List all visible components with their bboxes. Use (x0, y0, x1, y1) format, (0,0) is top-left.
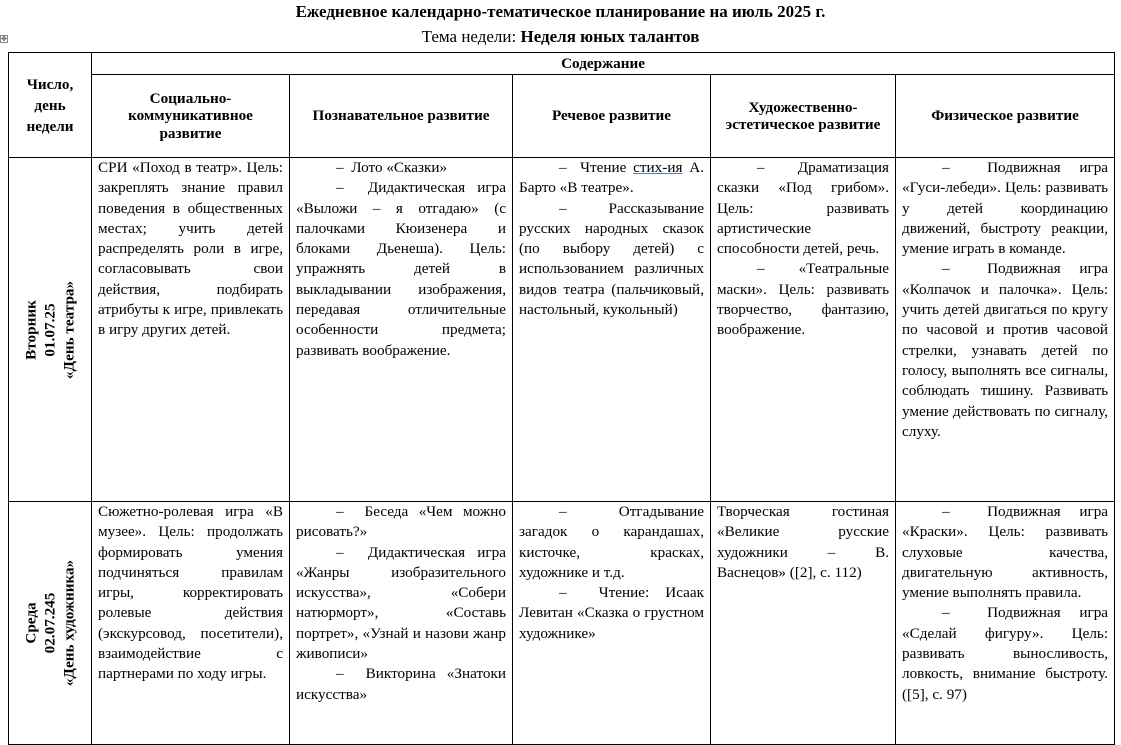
physical-cell (896, 158, 1115, 502)
week-theme-label: Тема недели: (421, 27, 517, 46)
cognitive-cell (290, 158, 513, 502)
speech-item (519, 158, 704, 199)
social-cell (92, 502, 290, 745)
week-theme-line (0, 27, 1121, 47)
art-item: – Драматизация сказки «Под грибом». Цель: развивать артистические способности детей, речь. (717, 159, 889, 258)
speech-item: – Рассказывание русских народных сказок (по выбору детей) с использованием различных видов театра (пальчиковый, настольный, кукольный) (519, 199, 704, 319)
content-header: Содержание (92, 53, 1115, 75)
speech-item: – Отгадывание загадок о карандашах, кисточке, красках, художнике и т.д. (519, 503, 704, 581)
speech-cell (513, 502, 711, 745)
cognitive-cell (290, 502, 513, 745)
cognitive-item: – Беседа «Чем можно рисовать?» (296, 503, 506, 541)
speech-cell (513, 158, 711, 502)
column-header-physical: Физическое развитие (896, 75, 1115, 158)
physical-item: – Подвижная игра «Колпачок и палочка». Цель: учить детей двигаться по кругу по часовой и против часовой стрелки, узнавать детей по голосу, выполнять все сигналы, соблюдать тишину. Развивать умение действовать по сигналу, слуху. (902, 260, 1109, 440)
table-row (9, 502, 1115, 745)
art-item: – «Театральные маски». Цель: развивать творчество, фантазию, воображение. (717, 260, 889, 339)
day-label (22, 280, 79, 378)
art-item: Творческая гостиная «Великие русские художники – В. Васнецов» ([2], с. 112) (717, 503, 889, 581)
column-header-cognitive: Познавательное развитие (290, 75, 513, 158)
column-header-social: Социально-коммуникативное развитие (92, 75, 290, 158)
column-header-speech: Речевое развитие (513, 75, 711, 158)
day-label (22, 560, 79, 686)
speech-underlined-word: стих-ия (633, 159, 683, 176)
day-date: 02.07.245 (41, 592, 59, 654)
cognitive-item: – Дидактическая игра «Выложи – я отгадаю» (с палочками Кюизенера и блоками Дьенеша). Цель: упражнять детей в выкладывании изображения, передавая отличительные особенности предмета; развивать воображение. (296, 179, 506, 359)
week-theme: Неделя юных талантов (520, 27, 700, 46)
social-cell (92, 158, 290, 502)
day-name: Среда (22, 602, 40, 644)
social-text: СРИ «Поход в театр». Цель: закреплять знание правил поведения в общественных местах; учить детей распределять роли в игре, согласовывать свои действия, подбирать атрибуты к игре, привлекать в игру других детей. (98, 159, 283, 339)
physical-item: – Подвижная игра «Гуси-лебеди». Цель: развивать у детей координацию движений, быстроту реакции, умение играть в команде. (902, 159, 1109, 258)
day-theme: «День художника» (60, 559, 78, 687)
day-name: Вторник (22, 299, 40, 360)
cognitive-item: – Лото «Сказки» (336, 159, 448, 176)
day-date: 01.07.25 (41, 302, 59, 357)
social-text: Сюжетно-ролевая игра «В музее». Цель: продолжать формировать умения подчиняться правилам игры, корректировать ролевые действия (экскурсовод, посетители), взаимодействие с партнерами по ходу игры. (98, 503, 283, 683)
art-cell (711, 158, 896, 502)
document-title: Ежедневное календарно-тематическое планирование на июль 2025 г. (295, 2, 826, 21)
physical-item: – Подвижная игра «Сделай фигуру». Цель: развивать выносливость, ловкость, внимание быстроту. ([5], с. 97) (902, 604, 1109, 703)
column-header-art: Художественно-эстетическое развитие (711, 75, 896, 158)
speech-rest: А. Барто «В театре». (519, 159, 704, 197)
art-cell (711, 502, 896, 745)
date-column-header: Число, день недели (9, 53, 92, 158)
table-row (9, 158, 1115, 502)
planning-table (8, 52, 1115, 745)
day-theme: «День театра» (60, 280, 78, 379)
physical-item: – Подвижная игра «Краски». Цель: развивать слуховые качества, двигательную активность, умение выполнять правила. (902, 503, 1109, 602)
physical-cell (896, 502, 1115, 745)
day-cell (9, 158, 92, 502)
day-cell (9, 502, 92, 745)
cognitive-item: – Викторина «Знатоки искусства» (296, 665, 506, 703)
speech-item: – Чтение: Исаак Левитан «Сказка о грустном художнике» (519, 584, 704, 642)
speech-prefix: – Чтение (559, 159, 634, 176)
cognitive-item: – Дидактическая игра «Жанры изобразительного искусства», «Собери натюрморт», «Составь портрет», «Узнай и назови жанр живописи» (296, 543, 506, 663)
table-move-handle-icon[interactable]: ✥ (1, 35, 7, 43)
